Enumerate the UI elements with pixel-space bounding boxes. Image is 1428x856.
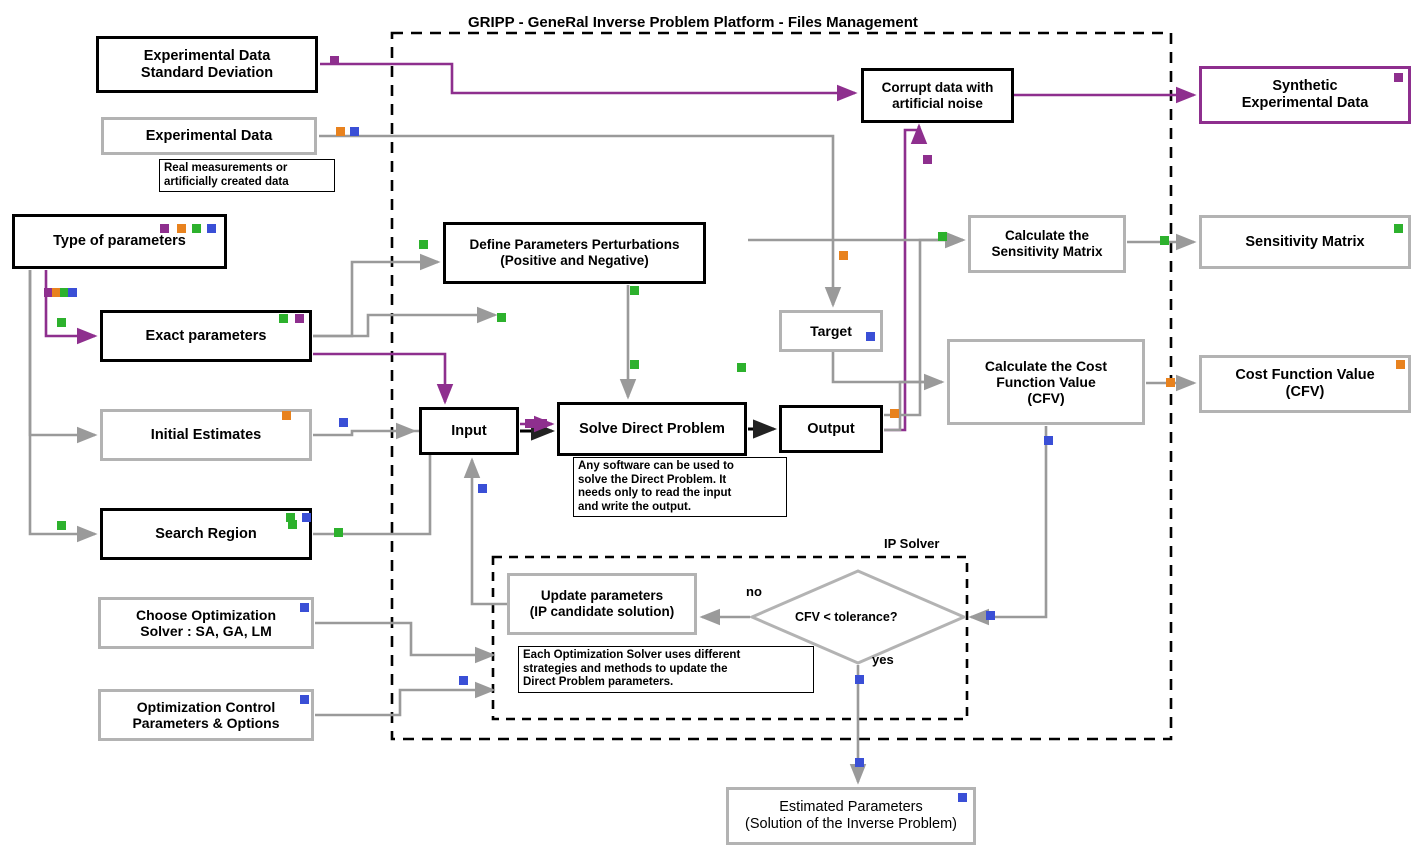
- node-search-region[interactable]: [100, 508, 312, 560]
- node-label-line: Function Value: [996, 373, 1096, 390]
- note-line: Direct Problem parameters.: [523, 676, 674, 689]
- note-line: and write the output.: [578, 500, 692, 513]
- node-optimization-control-parameters[interactable]: [98, 689, 314, 741]
- node-calculate-sensitivity-matrix[interactable]: [968, 215, 1126, 273]
- note-note-optimization-solver: [518, 646, 814, 693]
- file-marker-icon: [295, 314, 304, 323]
- file-marker-icon: [958, 793, 967, 802]
- node-label-line: Output: [807, 420, 855, 437]
- file-marker-icon: [839, 251, 848, 260]
- file-marker-icon: [630, 286, 639, 295]
- node-label-line: Search Region: [155, 525, 257, 542]
- node-label-line: Exact parameters: [145, 327, 267, 344]
- file-marker-icon: [1160, 236, 1169, 245]
- node-update-parameters[interactable]: [507, 573, 697, 635]
- node-label-line: Initial Estimates: [150, 426, 262, 443]
- node-label-line: Corrupt data with: [881, 79, 994, 95]
- note-line: needs only to read the input: [578, 487, 732, 500]
- node-initial-estimates[interactable]: [100, 409, 312, 461]
- edge-label: no: [746, 584, 762, 599]
- note-line: strategies and methods to update the: [523, 662, 728, 675]
- file-marker-icon: [282, 411, 291, 420]
- node-cost-function-value[interactable]: [1199, 355, 1411, 413]
- node-label-line: Synthetic: [1272, 78, 1338, 95]
- file-marker-icon: [339, 418, 348, 427]
- node-label-line: Experimental Data: [143, 47, 271, 64]
- file-marker-icon: [737, 363, 746, 372]
- node-label-line: artificial noise: [892, 95, 983, 111]
- node-define-parameters-perturbations[interactable]: [443, 222, 706, 284]
- node-experimental-data-std[interactable]: [96, 36, 318, 93]
- file-marker-icon: [855, 675, 864, 684]
- node-synthetic-experimental-data[interactable]: [1199, 66, 1411, 124]
- file-marker-icon: [1044, 436, 1053, 445]
- node-label-line: Parameters & Options: [132, 715, 280, 731]
- node-label-line: Experimental Data: [1241, 95, 1369, 111]
- file-marker-icon: [1166, 378, 1175, 387]
- file-marker-icon: [1396, 360, 1405, 369]
- file-marker-icon: [923, 155, 932, 164]
- note-line: artificially created data: [164, 175, 289, 188]
- file-marker-icon: [890, 409, 899, 418]
- file-marker-icon: [419, 240, 428, 249]
- file-marker-icon: [497, 313, 506, 322]
- file-marker-icon: [866, 332, 875, 341]
- node-corrupt-data[interactable]: [861, 68, 1014, 123]
- file-marker-icon: [855, 758, 864, 767]
- node-label-line: Calculate the Cost: [984, 357, 1108, 374]
- node-input[interactable]: [419, 407, 519, 455]
- file-marker-icon: [525, 419, 534, 428]
- node-label-line: (Solution of the Inverse Problem): [745, 816, 957, 832]
- file-marker-icon: [986, 611, 995, 620]
- node-calculate-cost-function-value[interactable]: [947, 339, 1145, 425]
- node-label-line: (CFV): [1027, 390, 1065, 407]
- file-marker-icon: [350, 127, 359, 136]
- node-experimental-data[interactable]: [101, 117, 317, 155]
- file-marker-icon: [478, 484, 487, 493]
- file-marker-icon: [57, 521, 66, 530]
- node-label-line: Sensitivity Matrix: [1245, 233, 1365, 250]
- file-marker-icon: [334, 528, 343, 537]
- node-label-line: Optimization Control: [136, 698, 276, 715]
- file-marker-icon: [336, 127, 345, 136]
- node-sensitivity-matrix[interactable]: [1199, 215, 1411, 269]
- node-choose-optimization-solver[interactable]: [98, 597, 314, 649]
- file-marker-icon: [938, 232, 947, 241]
- note-line: Real measurements or: [164, 162, 288, 174]
- node-label-line: Estimated Parameters: [779, 799, 923, 816]
- node-target[interactable]: [779, 310, 883, 352]
- file-marker-icon: [177, 224, 186, 233]
- file-marker-icon: [302, 513, 311, 522]
- node-label-line: Define Parameters Perturbations: [469, 237, 680, 253]
- node-type-of-parameters[interactable]: [12, 214, 227, 269]
- file-marker-icon: [300, 603, 309, 612]
- file-marker-icon: [207, 224, 216, 233]
- file-marker-icon: [192, 224, 201, 233]
- node-label-line: Choose Optimization: [136, 606, 276, 623]
- node-label-line: Target: [810, 322, 852, 339]
- node-label-line: Sensitivity Matrix: [991, 244, 1103, 259]
- node-label-line: Experimental Data: [145, 127, 273, 144]
- node-label-line: Type of parameters: [53, 233, 186, 250]
- node-label-line: Standard Deviation: [140, 64, 274, 81]
- note-note-experimental-data: [159, 159, 335, 192]
- file-marker-icon: [459, 676, 468, 685]
- node-label-line: (IP candidate solution): [529, 604, 675, 619]
- node-solve-direct-problem[interactable]: [557, 402, 747, 456]
- file-marker-icon: [57, 318, 66, 327]
- node-label-line: Calculate the: [1004, 228, 1090, 244]
- node-label-line: Solve Direct Problem: [579, 420, 725, 437]
- note-line: Each Optimization Solver uses different: [523, 649, 741, 661]
- file-marker-icon: [630, 360, 639, 369]
- file-marker-icon: [288, 520, 297, 529]
- node-label-line: Input: [451, 422, 487, 439]
- note-line: solve the Direct Problem. It: [578, 473, 727, 486]
- note-note-direct-problem: [573, 457, 787, 517]
- node-label-line: Update parameters: [540, 588, 664, 604]
- file-marker-icon: [1394, 73, 1403, 82]
- file-marker-icon: [300, 695, 309, 704]
- node-label-line: (CFV): [1285, 384, 1325, 400]
- section-label: IP Solver: [884, 536, 940, 551]
- page-title: GRIPP - GeneRal Inverse Problem Platform - Files Management: [468, 14, 918, 31]
- file-marker-icon: [1394, 224, 1403, 233]
- node-estimated-parameters[interactable]: [726, 787, 976, 845]
- file-marker-icon: [160, 224, 169, 233]
- node-label-line: Solver : SA, GA, LM: [140, 623, 272, 639]
- file-marker-icon: [330, 56, 339, 65]
- file-marker-icon: [279, 314, 288, 323]
- node-label-line: Cost Function Value: [1235, 367, 1375, 384]
- node-output[interactable]: [779, 405, 883, 453]
- file-marker-icon: [538, 419, 547, 428]
- edge-label: yes: [872, 652, 894, 667]
- node-label-line: (Positive and Negative): [500, 253, 649, 268]
- cfv-tolerance-label: CFV < tolerance?: [795, 610, 898, 624]
- file-marker-icon: [68, 288, 77, 297]
- note-line: Any software can be used to: [578, 460, 734, 472]
